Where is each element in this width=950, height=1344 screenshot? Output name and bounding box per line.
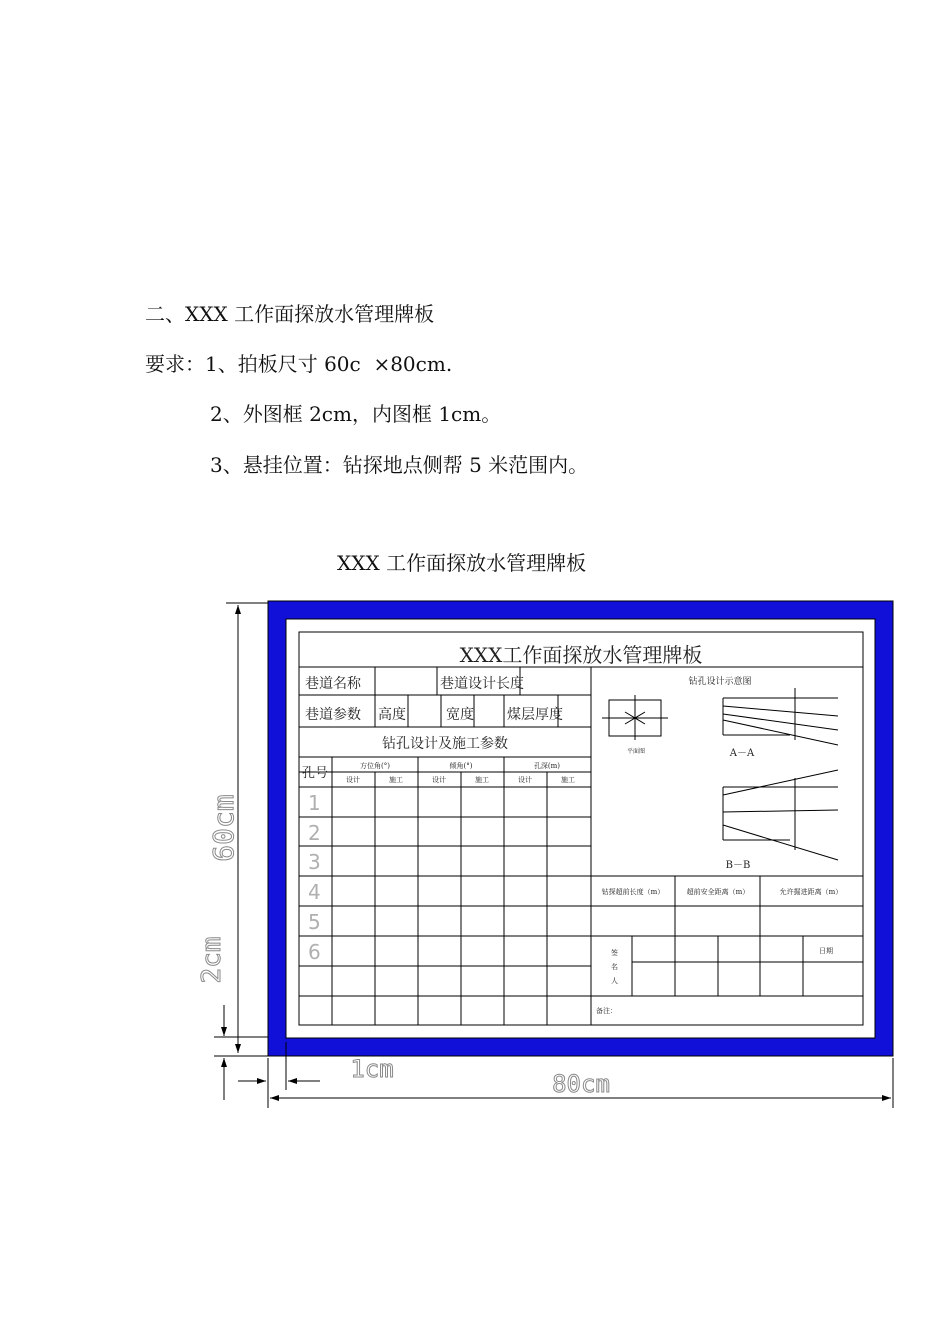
header-dip: 倾角(°) — [449, 762, 473, 770]
diagram-title: 钻孔设计示意图 — [688, 677, 752, 687]
header-allowed-excavation: 允许掘进距离（m） — [779, 888, 843, 896]
row-number: 6 — [308, 940, 321, 964]
sign-char: 签 — [611, 949, 618, 957]
label-width: 宽度 — [446, 707, 474, 723]
label-height: 高度 — [378, 707, 406, 723]
label-roadway-params: 巷道参数 — [305, 707, 361, 723]
figure-title: XXX 工作面探放水管理牌板 — [337, 551, 587, 575]
header-safety-distance: 超前安全距离（m） — [686, 888, 750, 896]
dim-inner-frame-label: 1cm — [350, 1055, 394, 1083]
section-bb-label: B－B — [725, 860, 751, 871]
sub-design: 设计 — [346, 776, 360, 784]
drill-params-title: 钻孔设计及施工参数 — [382, 736, 508, 752]
inner-board — [299, 632, 863, 1025]
sign-char: 人 — [611, 977, 618, 985]
date-label: 日期 — [819, 947, 833, 955]
remark-label: 备注： — [596, 1007, 617, 1015]
sub-construct: 施工 — [561, 776, 575, 784]
header-drill-ahead-length: 钻探超前长度（m） — [601, 888, 665, 896]
label-hole-no: 孔号 — [301, 766, 329, 781]
sign-char: 名 — [611, 963, 618, 971]
section-aa-label: A－A — [729, 748, 755, 759]
dim-width-label: 80cm — [552, 1070, 610, 1098]
header-azimuth: 方位角(°) — [360, 762, 390, 770]
plan-view-diagram — [602, 695, 668, 740]
requirement-1: 要求：1、拍板尺寸 60c ×80cm. — [145, 352, 453, 376]
plan-label: 平面图 — [626, 748, 646, 755]
outer-frame — [268, 601, 893, 1056]
label-seam-thickness: 煤层厚度 — [507, 707, 563, 723]
sub-construct: 施工 — [475, 776, 489, 784]
label-roadway-name: 巷道名称 — [305, 676, 361, 692]
row-number: 4 — [308, 880, 321, 904]
row-number: 1 — [308, 791, 321, 815]
dim-outer-frame-label: 2cm — [197, 936, 227, 984]
requirement-3: 3、悬挂位置：钻探地点侧帮 5 米范围内。 — [210, 453, 589, 477]
row-number: 3 — [308, 850, 321, 874]
board-title: XXX工作面探放水管理牌板 — [459, 643, 703, 667]
section-title: 二、XXX 工作面探放水管理牌板 — [145, 302, 435, 326]
header-depth: 孔深(m) — [533, 762, 561, 770]
sub-design: 设计 — [432, 776, 446, 784]
sub-construct: 施工 — [389, 776, 403, 784]
row-number: 2 — [308, 821, 321, 845]
row-number: 5 — [308, 910, 321, 934]
section-aa-diagram — [723, 688, 838, 745]
requirement-2: 2、外图框 2cm，内图框 1cm。 — [210, 402, 502, 426]
label-roadway-design-length: 巷道设计长度 — [440, 676, 524, 692]
dim-height-label: 60cm — [207, 794, 240, 862]
section-bb-diagram — [723, 770, 838, 860]
sub-design: 设计 — [518, 776, 532, 784]
